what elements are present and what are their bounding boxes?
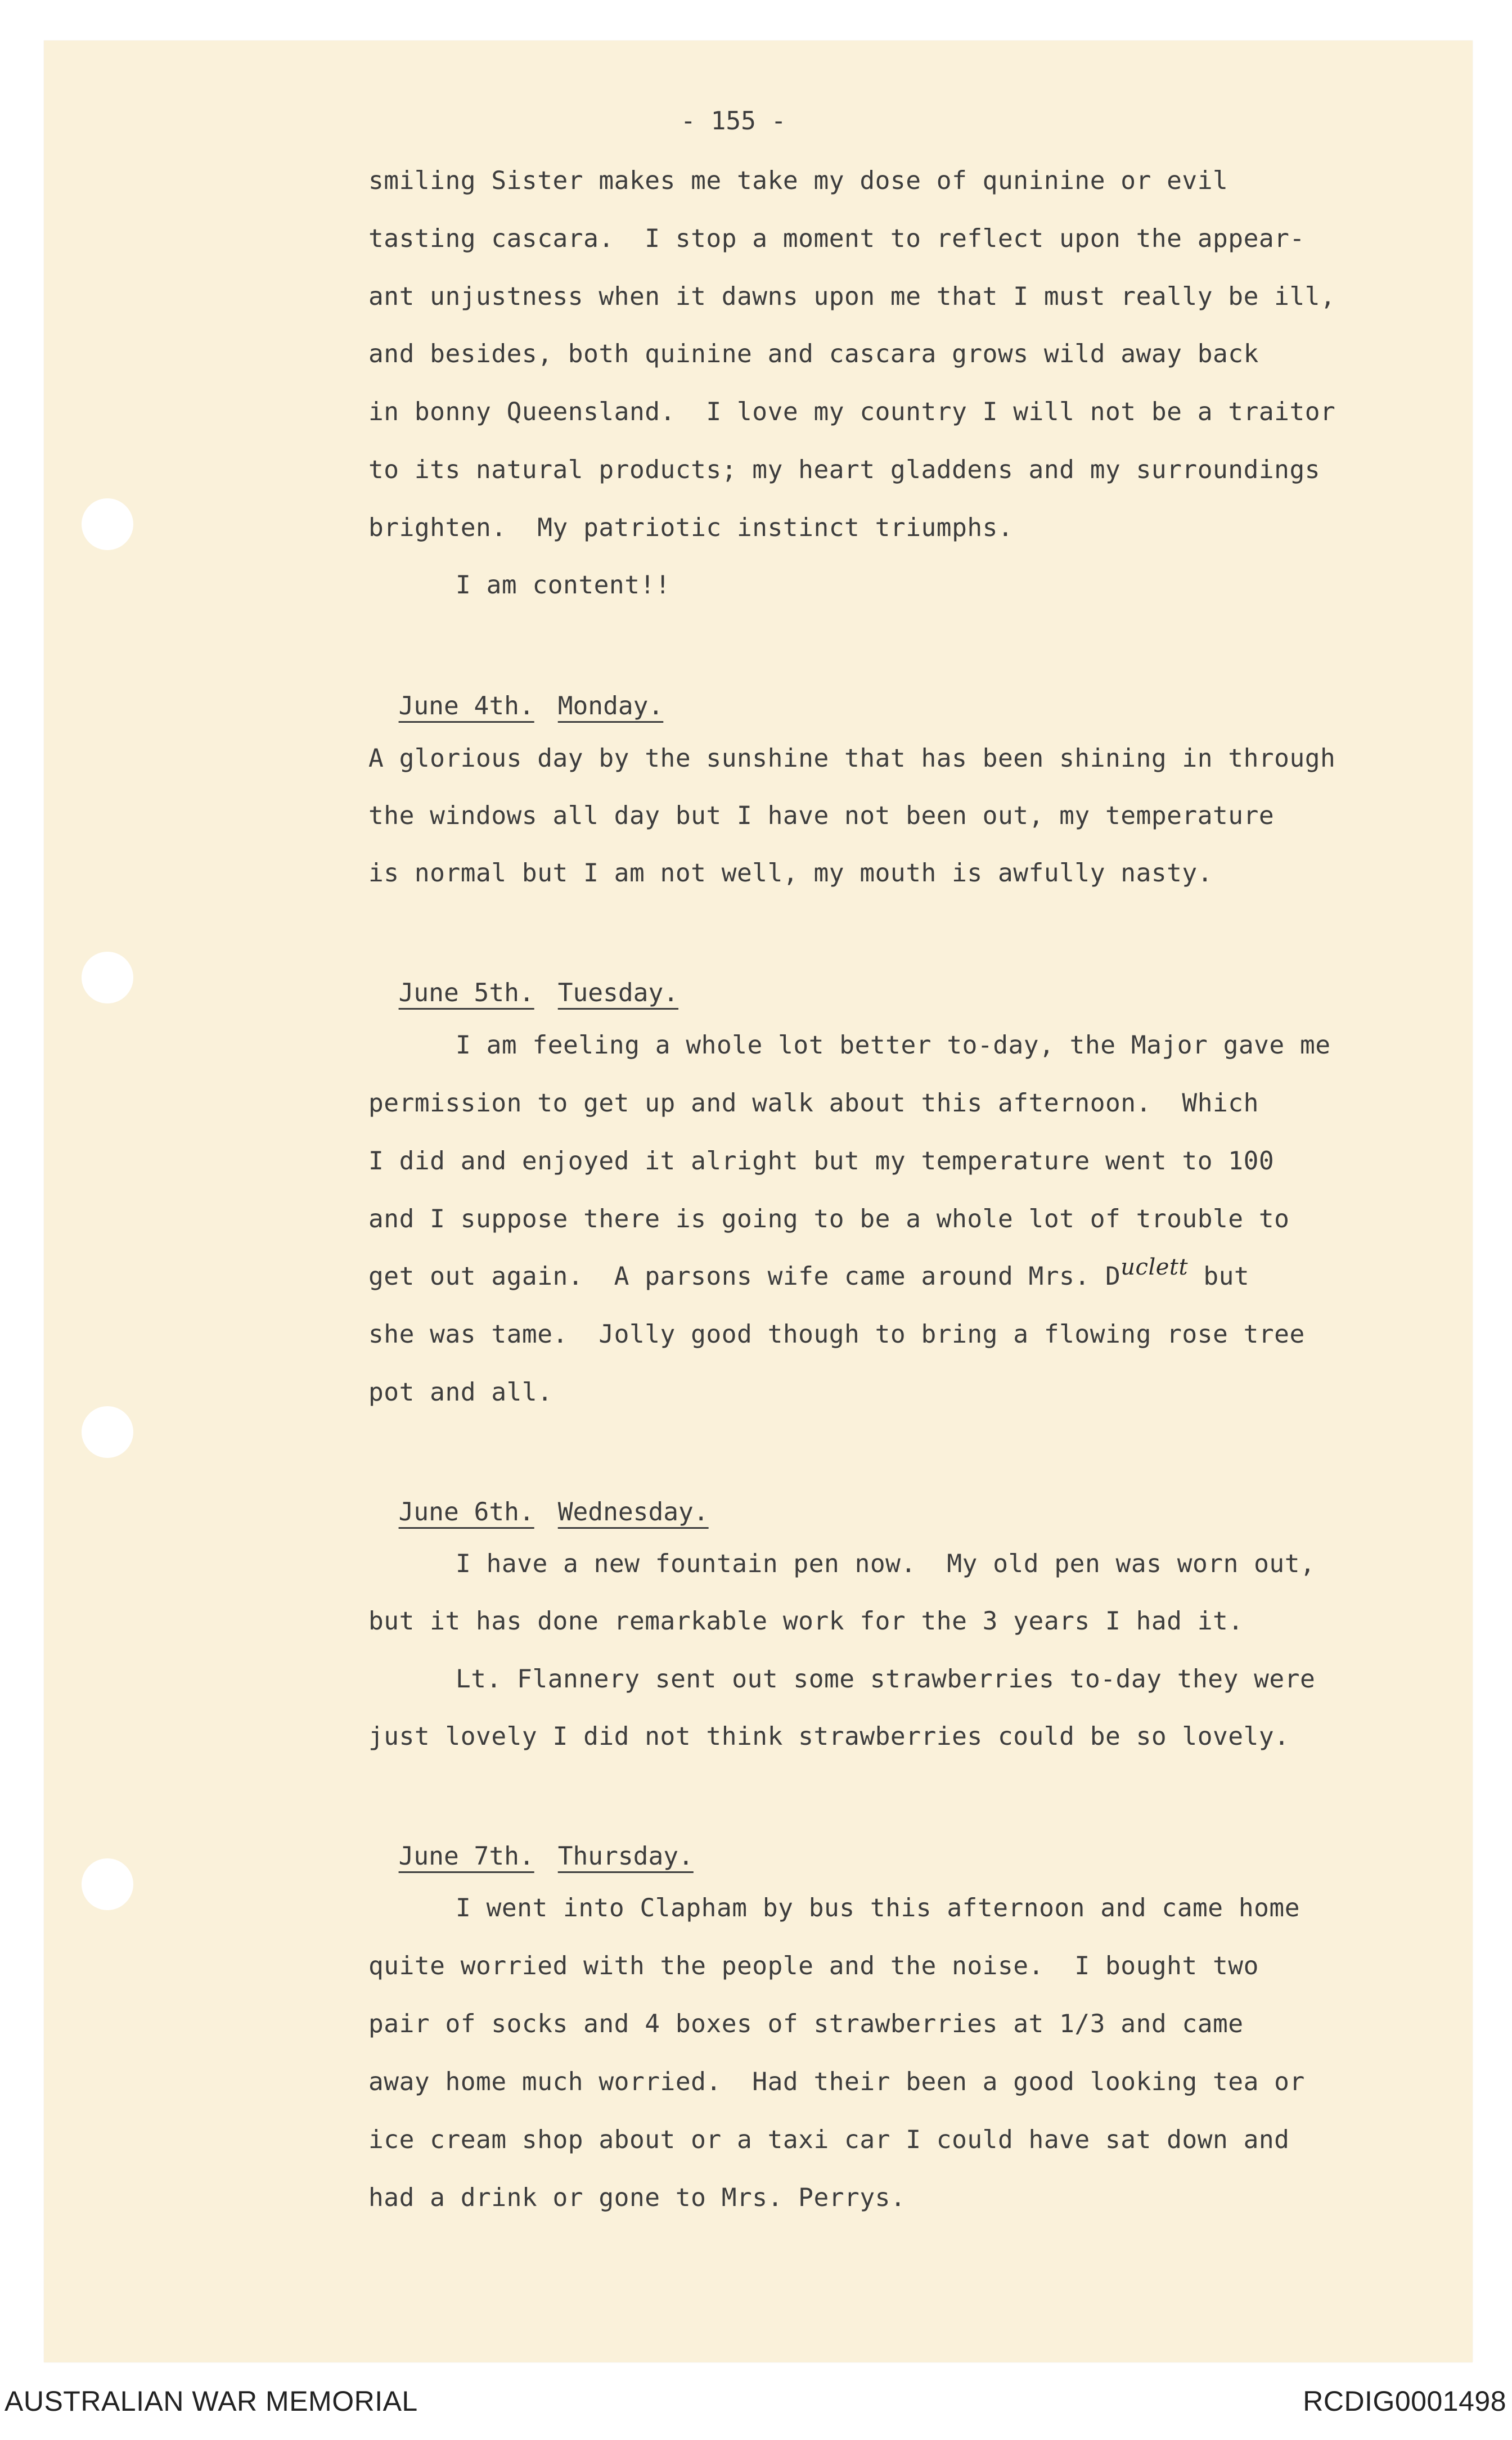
entry-heading xyxy=(368,656,664,721)
punch-hole xyxy=(82,952,133,1003)
text-line: quite worried with the people and the noise. I bought two xyxy=(368,1952,1259,1980)
text-line: smiling Sister makes me take my dose of quninine or evil xyxy=(368,166,1228,195)
text-line: I am content!! xyxy=(456,571,671,600)
text-line: pair of socks and 4 boxes of strawberries at 1/3 and came xyxy=(368,2010,1244,2038)
text-line: I am feeling a whole lot better to-day, the Major gave me xyxy=(456,1031,1331,1060)
text-line: A glorious day by the sunshine that has been shining in through xyxy=(368,744,1336,773)
text-line: and I suppose there is going to be a whole lot of trouble to xyxy=(368,1205,1290,1233)
text-line: but it has done remarkable work for the 3 years I had it. xyxy=(368,1607,1244,1636)
text-line: ant unjustness when it dawns upon me that I must really be ill, xyxy=(368,282,1336,311)
text-line: I went into Clapham by bus this afternoon and came home xyxy=(456,1894,1300,1923)
page-number: - 155 - xyxy=(681,107,786,136)
text-line: just lovely I did not think strawberries could be so lovely. xyxy=(368,1722,1290,1751)
text-line: pot and all. xyxy=(368,1378,553,1407)
text-line: the windows all day but I have not been out, my temperature xyxy=(368,802,1275,830)
entry-heading xyxy=(368,1806,694,1871)
punch-hole xyxy=(82,1858,133,1910)
handwritten-name: uclett xyxy=(1120,1254,1189,1280)
text-line: brighten. My patriotic instinct triumphs. xyxy=(368,514,1014,542)
text-line xyxy=(368,1254,1250,1294)
text-line: tasting cascara. I stop a moment to reflect upon the appear- xyxy=(368,224,1305,253)
text-line: to its natural products; my heart gladdens and my surroundings xyxy=(368,456,1321,484)
text-line: I have a new fountain pen now. My old pen was worn out, xyxy=(456,1550,1316,1578)
text-line: in bonny Queensland. I love my country I will not be a traitor xyxy=(368,398,1336,426)
entry-heading xyxy=(368,943,679,1007)
footer-institution: AUSTRALIAN WAR MEMORIAL xyxy=(4,2385,418,2417)
entry-weekday: Tuesday. xyxy=(557,979,679,1007)
entry-date: June 6th. xyxy=(398,1498,534,1527)
footer-reference: RCDIG0001498 xyxy=(1303,2385,1506,2417)
entry-weekday: Thursday. xyxy=(557,1842,694,1871)
entry-weekday: Wednesday. xyxy=(557,1498,709,1527)
entry-heading xyxy=(368,1462,709,1527)
text-line: she was tame. Jolly good though to bring a flowing rose tree xyxy=(368,1320,1305,1349)
entry-weekday: Monday. xyxy=(557,692,664,721)
text-line: away home much worried. Had their been a good looking tea or xyxy=(368,2068,1305,2096)
text-line: and besides, both quinine and cascara grows wild away back xyxy=(368,340,1259,368)
text-line: Lt. Flannery sent out some strawberries to-day they were xyxy=(456,1665,1316,1694)
entry-date: June 4th. xyxy=(398,692,534,721)
punch-hole xyxy=(82,498,133,550)
punch-hole xyxy=(82,1406,133,1458)
entry-date: June 7th. xyxy=(398,1842,534,1871)
text-line: permission to get up and walk about this afternoon. Which xyxy=(368,1089,1259,1118)
typed-text: but xyxy=(1188,1262,1250,1291)
text-line: had a drink or gone to Mrs. Perrys. xyxy=(368,2184,906,2212)
entry-date: June 5th. xyxy=(398,979,534,1007)
text-line: ice cream shop about or a taxi car I could have sat down and xyxy=(368,2126,1290,2154)
text-line: is normal but I am not well, my mouth is awfully nasty. xyxy=(368,859,1213,888)
typed-text: get out again. A parsons wife came around Mrs. D xyxy=(368,1262,1121,1291)
text-line: I did and enjoyed it alright but my temperature went to 100 xyxy=(368,1147,1275,1176)
